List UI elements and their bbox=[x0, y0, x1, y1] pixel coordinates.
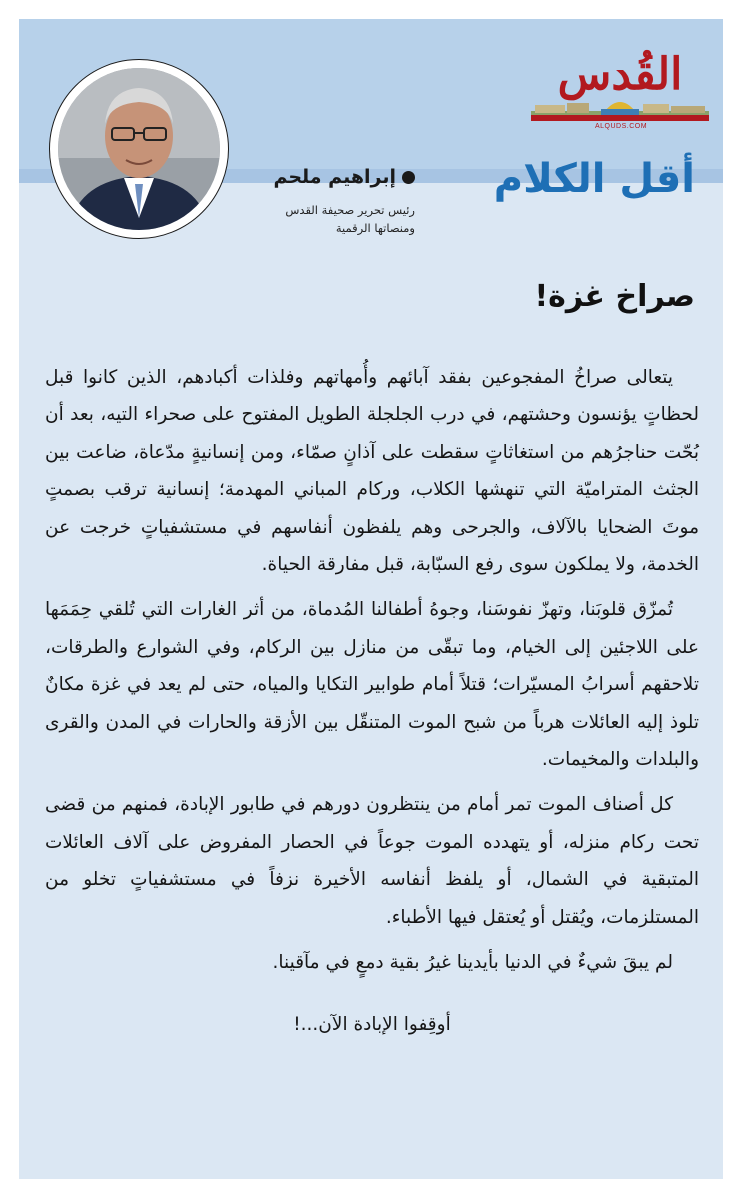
article-paragraph: يتعالى صراخُ المفجوعين بفقد آبائهم وأُمهاتهم وفلذات أكبادهم، الذين كانوا قبل لحظاتٍ يؤنسون وحشتهم، في درب الجلجلة الطويل المفتوح على صحراء التيه، بعد أن بُحّت حناجرُهم من استغاثاتٍ سقطت على آذانٍ صمّاء، ومن إنسانيةٍ مدّعاة، ضاعت بين الجثث المتراميّة التي تنهشها الكلاب، وركام المباني المهدمة؛ إنسانية ترقب بصمتٍ موتَ الضحايا بالآلاف، والجرحى وهم يلفظون أنفاسهم في مستشفياتٍ خرجت عن الخدمة، ولا يملكون سوى رفع السبّابة، قبل مفارقة الحياة. bbox=[45, 367, 699, 576]
article-paragraph: تُمزّق قلوبَنا، وتهزّ نفوسَنا، وجوهُ أطفالنا المُدماة، من أثر الغارات التي تُلقي حِمَمَها على اللاجئين إلى الخيام، وما تبقّى من منازل بين الركام، وفي الشوارع والطرقات، تلاحقهم أسرابُ المسيّرات؛ قتلاً أمام طوابير التكايا والمياه، حتى لم يعد في غزة مكانٌ تلوذ إليه العائلات هرباً من شبح الموت المتنقّل بين الأزقة والحارات في المدن والقرى والبلدات والمخيمات. bbox=[45, 599, 699, 771]
article-headline: صراخ غزة! bbox=[534, 279, 695, 314]
column-title: أقل الكلام bbox=[493, 156, 695, 202]
author-role-line2: ومنصاتها الرقمية bbox=[335, 221, 415, 235]
author-role-line1: رئيس تحرير صحيفة القدس bbox=[285, 203, 415, 217]
article-paragraph: كل أصناف الموت تمر أمام من ينتظرون دورهم في طابور الإبادة، فمنهم من قضى تحت ركام منزله، أو يتهدده الموت جوعاً في الحصار المفروض على آلاف العائلات المتبقية في الشمال، أو يلفظ أنفاسه الأخيرة نزفاً في مستشفياتٍ تخلو من المستلزمات، ويُقتل أو يُعتقل فيها الأطباء. bbox=[45, 794, 699, 928]
author-portrait-icon bbox=[58, 68, 220, 230]
bullet-icon bbox=[402, 171, 415, 184]
article-body bbox=[45, 359, 699, 1159]
article-closing: أوقِفوا الإبادة الآن...! bbox=[293, 1013, 451, 1035]
logo-domain: ALQUDS.COM bbox=[594, 123, 648, 130]
author-name-text: إبراهيم ملحم bbox=[273, 166, 396, 188]
article-paragraph: لم يبقَ شيءٌ في الدنيا بأيدينا غيرُ بقية دمعٍ في مآقينا. bbox=[272, 952, 673, 974]
jerusalem-skyline-icon bbox=[531, 95, 709, 121]
author-photo bbox=[49, 59, 229, 239]
alquds-logo bbox=[531, 45, 709, 135]
author-name bbox=[255, 159, 415, 195]
logo-wordmark: القُدس bbox=[557, 49, 683, 100]
author-role bbox=[235, 201, 415, 249]
article-card bbox=[19, 19, 723, 1179]
